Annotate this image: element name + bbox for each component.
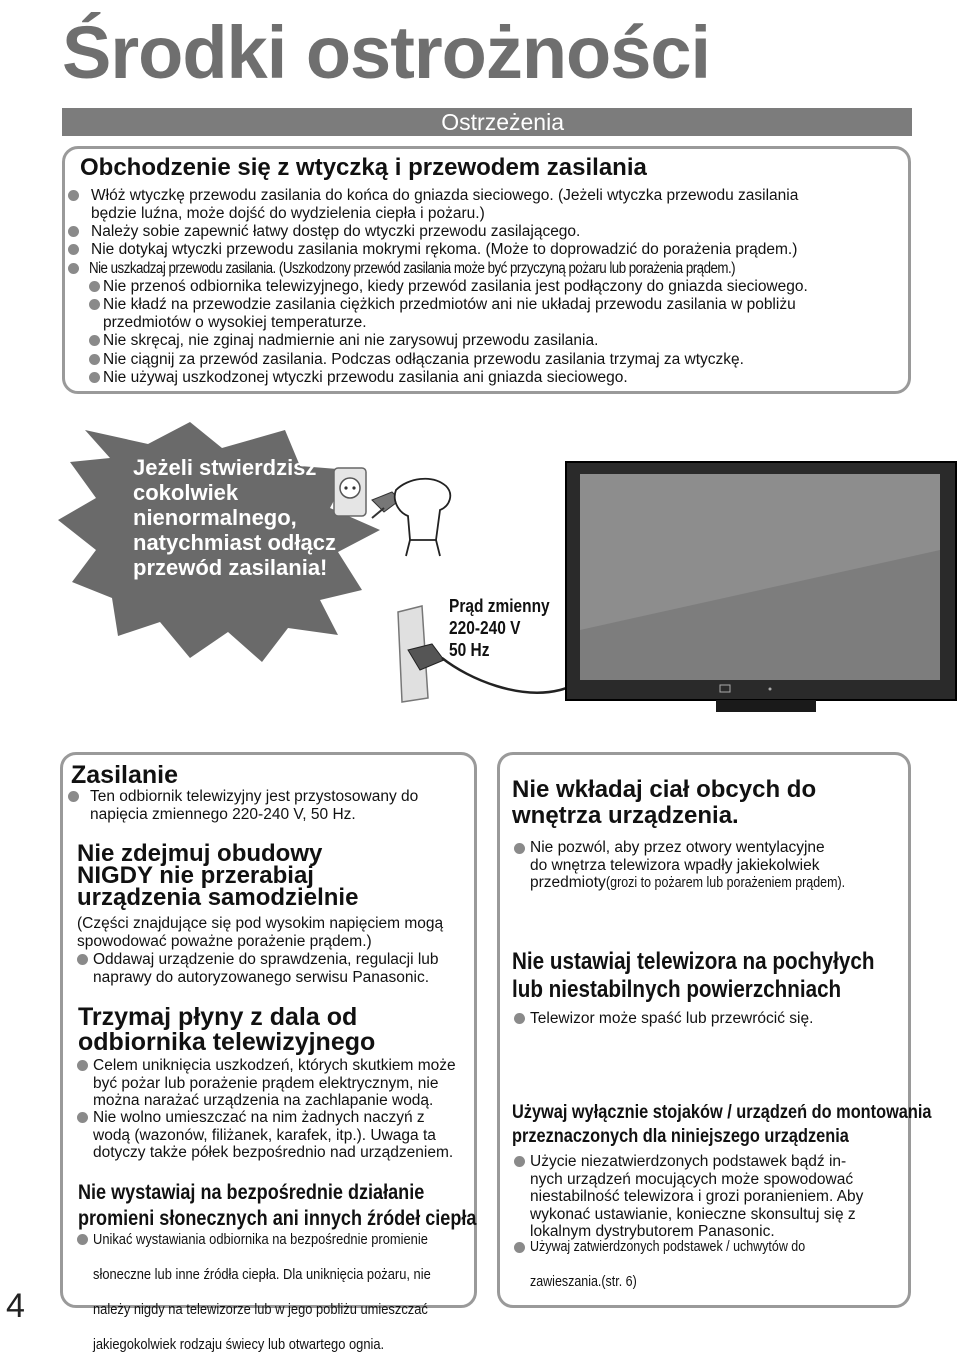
bullet-icon <box>68 791 79 802</box>
tv-icon <box>566 462 956 712</box>
list-item-text: Nie uszkadzaj przewodu zasilania. (Uszkodzony przewód zasilania może być przyczyną pożaru lub porażenia prądem.) <box>89 260 736 277</box>
stand-text: Użycie niezatwierdzonych podstawek bądź in- nych urządzeń mocujących może spowodować niestabilność telewizora i grozi poranieniem. Aby wykonać ustawianie, konieczne skonsultuj się z lokalnym dystrybutorem Panasonic. <box>530 1153 864 1240</box>
list-item: Nie dotykaj wtyczki przewodu zasilania mokrymi rękoma. (Może to doprowadzić do porażenia prądem.) <box>91 241 798 258</box>
bullet-icon <box>89 354 100 365</box>
bullet-icon <box>77 954 88 965</box>
list-item: Nie używaj uszkodzonej wtyczki przewodu zasilania ani gniazda sieciowego. <box>103 369 628 386</box>
page-title: Środki ostrożności <box>62 11 711 94</box>
plug-handling-box <box>62 146 911 394</box>
list-item <box>89 260 840 278</box>
sun-text: Unikać wystawiania odbiornika na bezpośrednie promienie słoneczne lub inne źródła ciepła. Dla uniknięcia pożaru, nie należy nigdy na telewizorze lub w jego pobliżu umieszczać jakiegokolwiek rodzaju świecy lub otwartego ognia. <box>93 1231 431 1353</box>
liquid-text: Celem uniknięcia uszkodzeń, których skutkiem może być pożar lub porażenie prądem elektrycznym, nie można narażać urządzenia na zachlapanie wodą. <box>93 1057 456 1109</box>
bullet-icon <box>89 281 100 292</box>
bullet-icon <box>68 190 79 201</box>
cover-text: Oddawaj urządzenie do sprawdzenia, regulacji lub naprawy do autoryzowanego serwisu Panasonic. <box>93 951 439 986</box>
list-item: Włóż wtyczkę przewodu zasilania do końca do gniazda sieciowego. (Jeżeli wtyczka przewodu zasilania <box>91 187 799 204</box>
list-item: Nie ciągnij za przewód zasilania. Podczas odłączania przewodu zasilania trzymaj za wtyczkę. <box>103 351 744 368</box>
ac-power-label <box>449 595 566 661</box>
bullet-icon <box>514 1013 525 1024</box>
power-title: Zasilanie <box>71 761 178 789</box>
list-item: Nie skręcaj, nie zginaj nadmiernie ani nie zarysowuj przewodu zasilania. <box>103 332 599 349</box>
page-number: 4 <box>6 1287 25 1325</box>
foreign-text: Nie pozwól, aby przez otwory wentylacyjne do wnętrza telewizora wpadły jakiekolwiek przedmioty(grozi to pożarem lub porażeniem prądem). <box>530 839 845 891</box>
wall-socket-icon <box>334 468 366 516</box>
list-item: będzie luźna, może dojść do wydzielenia ciepła i pożaru.) <box>91 205 485 222</box>
list-item: przedmiotów o wysokiej temperaturze. <box>103 314 367 331</box>
ac-label-line: 50 Hz <box>449 640 490 660</box>
bullet-icon <box>514 843 525 854</box>
cover-title: Nie zdejmuj obudowy NIGDY nie przerabiaj urządzenia samodzielnie <box>77 840 359 911</box>
bullet-icon <box>514 1242 525 1253</box>
left-warnings-box <box>60 752 477 1353</box>
burst-line: przewód zasilania! <box>133 555 328 580</box>
ac-label-line: Prąd zmienny <box>449 596 550 616</box>
bullet-icon <box>89 335 100 346</box>
warning-burst-text <box>133 455 336 580</box>
bullet-icon <box>77 1234 88 1245</box>
bullet-icon <box>68 244 79 255</box>
slope-title: Nie ustawiaj telewizora na pochyłych lub niestabilnych powierzchniach <box>512 948 875 1003</box>
burst-line: cokolwiek <box>133 480 239 505</box>
power-text: Ten odbiornik telewizyjny jest przystosowany do napięcia zmiennego 220-240 V, 50 Hz. <box>90 788 419 823</box>
stand-text-2: Używaj zatwierdzonych podstawek / uchwytów do zawieszania.(str. 6) <box>530 1239 806 1290</box>
list-item: Nie kładź na przewodzie zasilania ciężkich przedmiotów ani nie układaj przewodu zasilania w pobliżu <box>103 296 796 313</box>
burst-line: nienormalnego, <box>133 505 297 530</box>
section-banner <box>62 108 912 136</box>
list-item: Należy sobie zapewnić łatwy dostęp do wtyczki przewodu zasilającego. <box>91 223 581 240</box>
burst-line: Jeżeli stwierdzisz <box>133 455 317 480</box>
ac-label-line: 220-240 V <box>449 618 521 638</box>
stand-title: Używaj wyłącznie stojaków / urządzeń do montowania przeznaczonych dla niniejszego urządzenia <box>512 1102 932 1147</box>
list-item: Nie przenoś odbiornika telewizyjnego, kiedy przewód zasilania jest podłączony do gniazda sieciowego. <box>103 278 808 295</box>
right-warnings-box <box>497 752 932 1308</box>
hand-unplugging-icon <box>372 479 450 556</box>
sun-title: Nie wystawiaj na bezpośrednie działanie promieni słonecznych ani innych źródeł ciepła <box>78 1181 477 1230</box>
slope-text: Telewizor może spaść lub przewrócić się. <box>530 1010 814 1027</box>
bullet-icon <box>68 263 79 274</box>
liquid-title: Trzymaj płyny z dala od odbiornika telewizyjnego <box>78 1003 376 1056</box>
liquid-text: Nie wolno umieszczać na nim żadnych naczyń z wodą (wazonów, filiżanek, karafek, itp.). Uwaga ta dotyczy także półek bezpośrednio nad urządzeniem. <box>93 1109 454 1161</box>
bullet-icon <box>77 1112 88 1123</box>
bullet-icon <box>89 372 100 383</box>
foreign-title: Nie wkładaj ciał obcych do wnętrza urządzenia. <box>512 776 817 829</box>
bullet-icon <box>77 1060 88 1071</box>
bullet-icon <box>68 226 79 237</box>
bullet-icon <box>514 1156 525 1167</box>
plug-handling-title: Obchodzenie się z wtyczką i przewodem zasilania <box>80 154 647 181</box>
section-banner-label: Ostrzeżenia <box>441 109 564 135</box>
cover-note: (Części znajdujące się pod wysokim napięciem mogą spowodować poważne porażenie prądem.) <box>77 915 444 950</box>
burst-line: natychmiast odłącz <box>133 530 336 555</box>
bullet-icon <box>89 299 100 310</box>
